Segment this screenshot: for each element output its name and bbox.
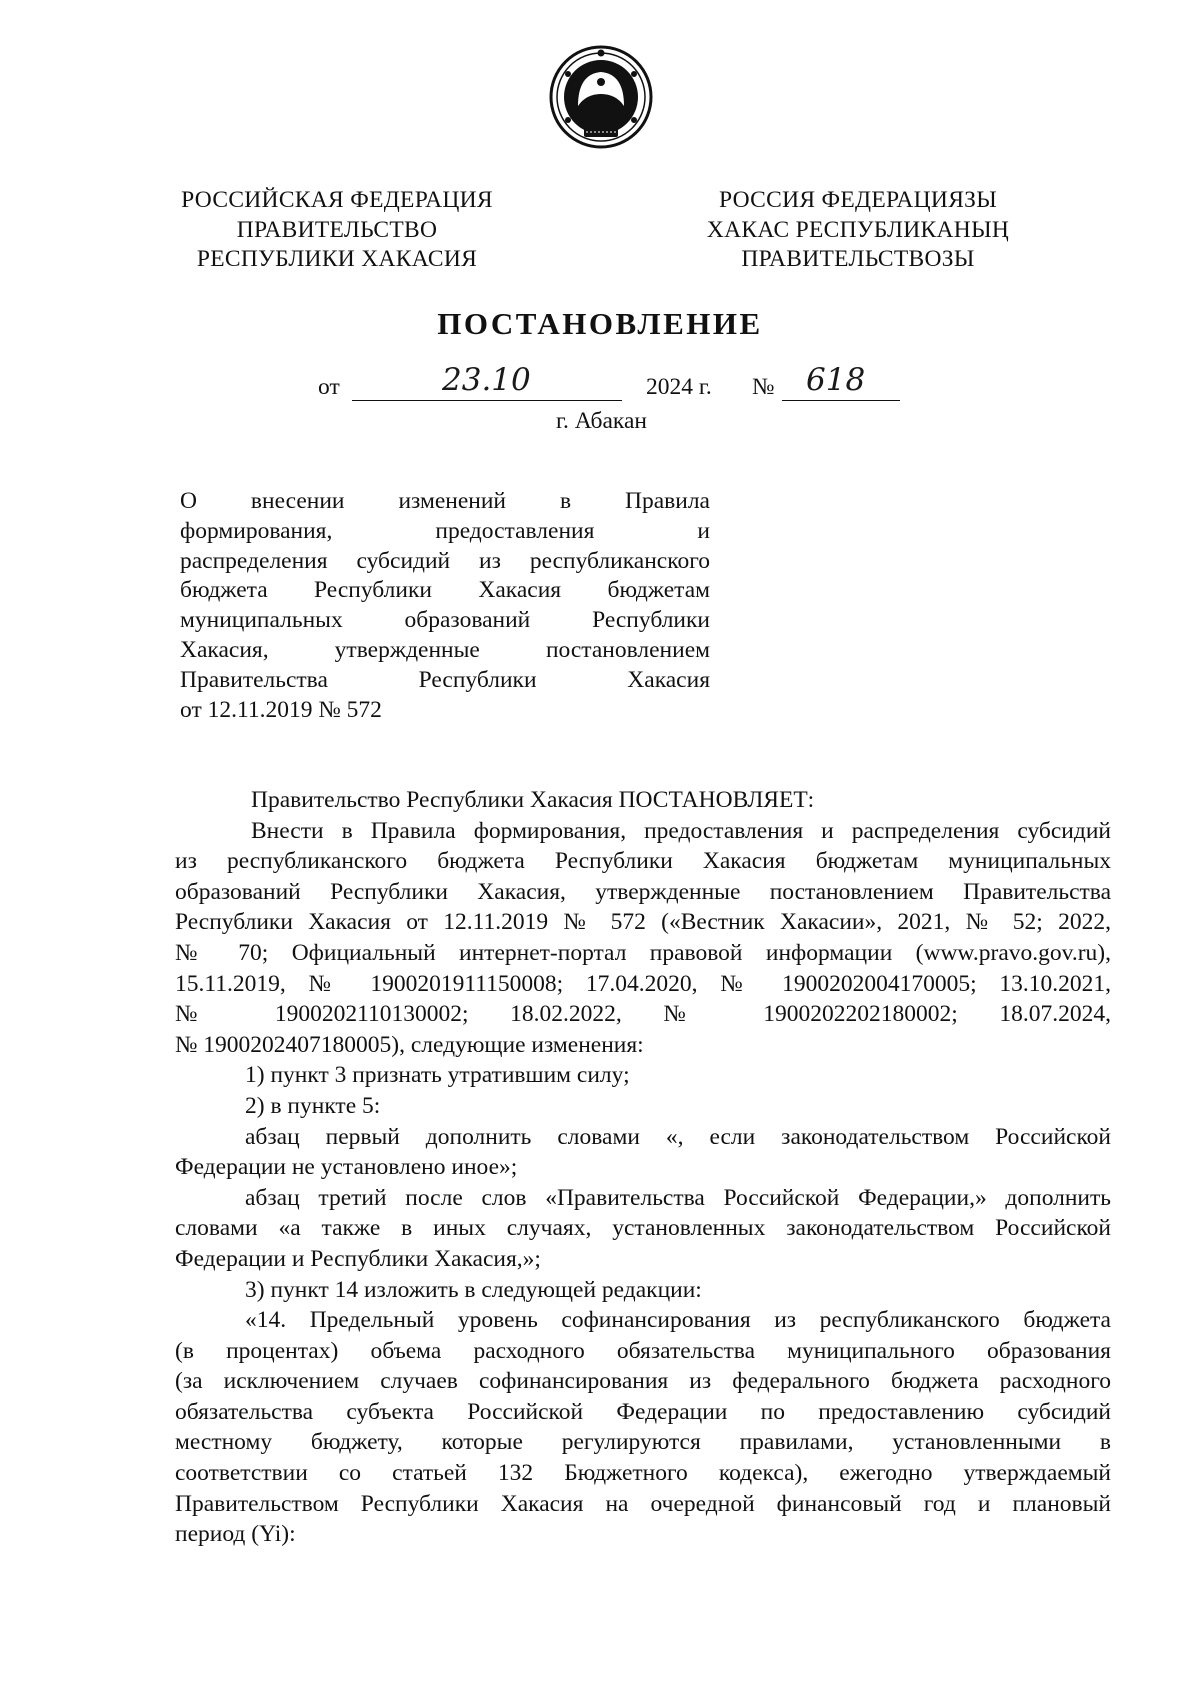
subject-line: бюджета Республики Хакасия бюджетам xyxy=(180,577,710,604)
subject-block xyxy=(180,487,710,725)
header-right-line: РОССИЯ ФЕДЕРАЦИЯЗЫ xyxy=(718,187,998,213)
subject-line: Хакасия, утвержденные постановлением xyxy=(180,636,710,663)
body-line: 2) в пункте 5: xyxy=(245,1092,381,1119)
body-line: соответствии со статьей 132 Бюджетного кодекса), ежегодно утверждаемый xyxy=(175,1460,1111,1487)
body-line: обязательства субъекта Российской Федерации по предоставлению субсидий xyxy=(175,1398,1111,1425)
document-title: ПОСТАНОВЛЕНИЕ xyxy=(437,306,763,341)
header-left-line: РЕСПУБЛИКИ ХАКАСИЯ xyxy=(196,246,478,272)
body-line: (в процентах) объема расходного обязательства муниципального образования xyxy=(175,1337,1111,1364)
body-line: № 1900202407180005), следующие изменения: xyxy=(175,1031,644,1058)
number-underline xyxy=(782,400,900,401)
header-left-line: ПРАВИТЕЛЬСТВО xyxy=(236,216,438,243)
body-text xyxy=(175,785,1111,1550)
body-line: абзац первый дополнить словами «, если законодательством Российской xyxy=(245,1123,1111,1150)
number-label: № xyxy=(752,374,775,400)
body-line: № 1900202110130002; 18.02.2022, № 1900202202180002; 18.07.2024, xyxy=(175,1001,1111,1028)
body-line: Федерации и Республики Хакасия,»; xyxy=(175,1245,541,1272)
date-number-line xyxy=(0,362,1200,408)
header-right xyxy=(668,186,1048,275)
body-line: абзац третий после слов «Правительства Российской Федерации,» дополнить xyxy=(245,1184,1111,1211)
subject-line: формирования, предоставления и xyxy=(180,517,710,544)
body-line: Республики Хакасия от 12.11.2019 № 572 («Вестник Хакасии», 2021, № 52; 2022, xyxy=(175,909,1111,936)
date-underline xyxy=(352,400,622,401)
subject-line: муниципальных образований Республики xyxy=(180,607,710,634)
body-line: Внести в Правила формирования, предоставления и распределения субсидий xyxy=(251,817,1111,844)
body-line: Правительством Республики Хакасия на очередной финансовый год и плановый xyxy=(175,1490,1111,1517)
handwritten-number: 618 xyxy=(806,362,866,398)
header-left xyxy=(160,186,514,275)
header-right-line: ПРАВИТЕЛЬСТВОЗЫ xyxy=(741,246,975,272)
body-line: словами «а также в иных случаях, установленных законодательством Российской xyxy=(175,1215,1111,1242)
city: г. Абакан xyxy=(556,408,647,434)
body-line: образований Республики Хакасия, утвержденные постановлением Правительства xyxy=(175,878,1111,905)
subject-line: О внесении изменений в Правила xyxy=(180,488,710,514)
header-right-line: ХАКАС РЕСПУБЛИКАНЫҢ xyxy=(706,216,1010,243)
body-line: Правительство Республики Хакасия ПОСТАНОВЛЯЕТ: xyxy=(251,787,815,813)
subject-line: Правительства Республики Хакасия xyxy=(180,666,710,693)
body-line: период (Yi): xyxy=(175,1521,296,1548)
subject-line: распределения субсидий из республиканского xyxy=(180,547,710,574)
body-line: Федерации не установлено иное»; xyxy=(175,1154,518,1181)
body-line: 1) пункт 3 признать утратившим силу; xyxy=(245,1062,630,1089)
date-prefix: от xyxy=(318,374,340,400)
date-year: 2024 г. xyxy=(646,374,712,400)
subject-line: от 12.11.2019 № 572 xyxy=(180,696,382,723)
header-left-line: РОССИЙСКАЯ ФЕДЕРАЦИЯ xyxy=(181,187,493,213)
body-line: из республиканского бюджета Республики Хакасия бюджетам муниципальных xyxy=(175,848,1111,875)
body-line: местному бюджету, которые регулируются правилами, установленными в xyxy=(175,1429,1111,1456)
body-line: 3) пункт 14 изложить в следующей редакции: xyxy=(245,1276,702,1303)
body-line: (за исключением случаев софинансирования из федерального бюджета расходного xyxy=(175,1368,1111,1395)
body-line: 15.11.2019, № 1900201911150008; 17.04.2020, № 1900202004170005; 13.10.2021, xyxy=(175,970,1111,997)
coat-of-arms-emblem xyxy=(548,44,654,150)
body-line: «14. Предельный уровень софинансирования из республиканского бюджета xyxy=(245,1307,1111,1334)
body-line: № 70; Официальный интернет-портал правовой информации (www.pravo.gov.ru), xyxy=(175,939,1111,966)
handwritten-date: 23.10 xyxy=(442,362,531,398)
